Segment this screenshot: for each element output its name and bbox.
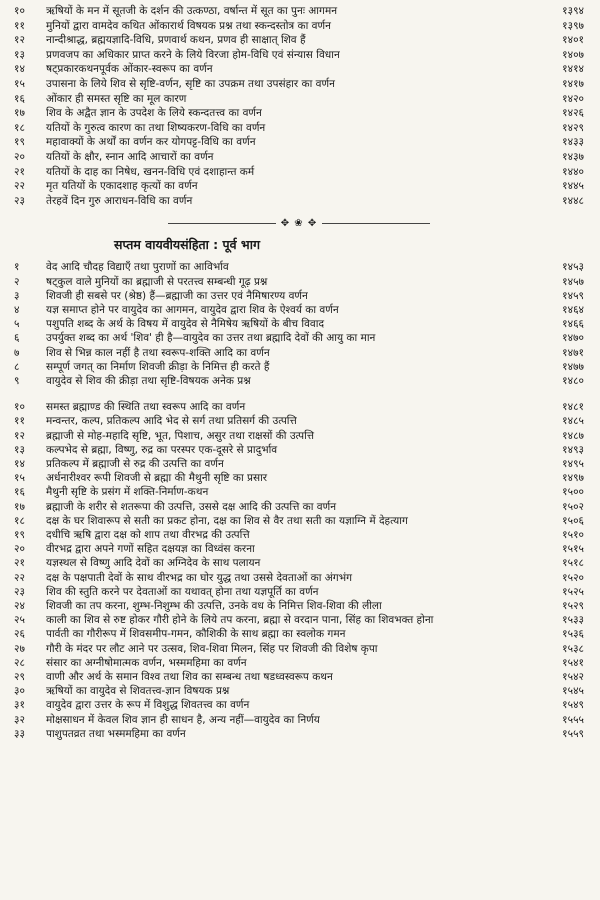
divider-line-right bbox=[322, 223, 430, 224]
entry-number: ३ bbox=[14, 289, 20, 302]
toc-entry bbox=[14, 289, 584, 303]
entry-number: २६ bbox=[14, 628, 25, 641]
entry-number: १८ bbox=[14, 514, 25, 527]
section-divider bbox=[14, 212, 584, 234]
entry-number: १४ bbox=[14, 457, 25, 470]
entry-title: समस्त ब्रह्माण्ड की स्थिति तथा स्वरूप आदि का वर्णन bbox=[46, 401, 246, 414]
entry-title: मन्वन्तर, कल्प, प्रतिकल्प आदि भेद से सर्ग तथा प्रतिसर्ग की उत्पत्ति bbox=[46, 415, 297, 428]
toc-entry bbox=[14, 556, 584, 570]
entry-title: उपर्युक्त शब्द का अर्थ 'शिव' ही है—वायुदेव का उत्तर तथा ब्रह्मादि देवों की आयु का मान bbox=[46, 332, 376, 345]
divider-line-left bbox=[168, 223, 276, 224]
entry-number: २३ bbox=[14, 194, 25, 207]
entry-page-number: १४९५ bbox=[562, 457, 584, 470]
toc-entry bbox=[14, 33, 584, 48]
entry-title: यज्ञस्थल से विष्णु आदि देवों का अग्निदेव के साथ पलायन bbox=[46, 557, 261, 570]
entry-number: १७ bbox=[14, 107, 25, 120]
entry-title: षट्प्रकारकथनपूर्वक ओंकार-स्वरूप का वर्णन bbox=[46, 63, 213, 76]
entry-title: शिवजी का तप करना, शुम्भ-निशुम्भ की उत्पत्ति, उनके वध के निमित्त शिव-शिवा की लीला bbox=[46, 599, 382, 612]
toc-entry bbox=[14, 613, 584, 627]
entry-title: ब्रह्माजी से मोह-महादि सृष्टि, भूत, पिशाच, असुर तथा राक्षसों की उत्पत्ति bbox=[46, 429, 315, 442]
entry-title: शिव से भिन्न काल नहीं है तथा स्वरूप-शक्ति आदि का वर्णन bbox=[46, 346, 270, 359]
entry-title: संसार का अग्नीषोमात्मक वर्णन, भस्ममहिमा का वर्णन bbox=[46, 656, 247, 669]
entry-page-number: १४७० bbox=[562, 332, 584, 345]
toc-entry bbox=[14, 698, 584, 712]
toc-entry bbox=[14, 471, 584, 485]
entry-page-number: १४८१ bbox=[562, 401, 584, 414]
entry-number: ३२ bbox=[14, 713, 25, 726]
toc-entry bbox=[14, 542, 584, 556]
entry-page-number: १५०२ bbox=[562, 500, 584, 513]
entry-number: २१ bbox=[14, 165, 25, 178]
toc-entry bbox=[14, 585, 584, 599]
entry-page-number: १३९७ bbox=[562, 19, 584, 32]
toc-entry bbox=[14, 528, 584, 542]
toc-entry bbox=[14, 92, 584, 107]
entry-number: १४ bbox=[14, 63, 25, 76]
entry-page-number: १४७१ bbox=[562, 346, 584, 359]
entry-title: सम्पूर्ण जगत् का निर्माण शिवजी क्रीड़ा के निमित्त ही करते हैं bbox=[46, 360, 270, 373]
toc-entry bbox=[14, 165, 584, 180]
entry-page-number: १५२९ bbox=[562, 599, 584, 612]
toc-entry bbox=[14, 514, 584, 528]
toc-entry bbox=[14, 317, 584, 331]
entry-title: दधीचि ऋषि द्वारा दक्ष को शाप तथा वीरभद्र की उत्पत्ति bbox=[46, 528, 250, 541]
entry-title: प्रणवजप का अधिकार प्राप्त करने के लिये विरजा होम-विधि एवं संन्यास विधान bbox=[46, 48, 340, 61]
entry-page-number: १४३७ bbox=[562, 150, 584, 163]
toc-entry bbox=[14, 48, 584, 63]
entry-number: २५ bbox=[14, 614, 25, 627]
entry-title: यतियों के क्षौर, स्नान आदि आचारों का वर्णन bbox=[46, 150, 214, 163]
entry-title: मोक्षसाधन में केवल शिव ज्ञान ही साधन है, अन्य नहीं—वायुदेव का निर्णय bbox=[46, 713, 320, 726]
entry-number: १ bbox=[14, 261, 20, 274]
toc-entry bbox=[14, 77, 584, 92]
entry-page-number: १४५९ bbox=[562, 289, 584, 302]
entry-page-number: १४६६ bbox=[562, 318, 584, 331]
toc-entry bbox=[14, 571, 584, 585]
toc-entry bbox=[14, 485, 584, 499]
entry-title: पार्वती का गौरीरूप में शिवसमीप-गमन, कौशिकी के साथ ब्रह्मा का स्वलोक गमन bbox=[46, 628, 346, 641]
entry-title: नान्दीश्राद्ध, ब्रह्मयज्ञादि-विधि, प्रणवार्थ कथन, प्रणव ही साक्षात् शिव हैं bbox=[46, 34, 306, 47]
toc-entry bbox=[14, 194, 584, 209]
entry-number: ११ bbox=[14, 415, 25, 428]
toc-entry bbox=[14, 727, 584, 741]
toc-entry bbox=[14, 150, 584, 165]
toc-entry bbox=[14, 360, 584, 374]
toc-entry bbox=[14, 500, 584, 514]
entry-title: मैथुनी सृष्टि के प्रसंग में शक्ति-निर्माण-कथन bbox=[46, 486, 209, 499]
toc-entry bbox=[14, 429, 584, 443]
entry-number: १२ bbox=[14, 429, 25, 442]
toc-entry bbox=[14, 656, 584, 670]
entry-title: उपासना के लिये शिव से सृष्टि-वर्णन, सृष्टि का उपक्रम तथा उपसंहार का वर्णन bbox=[46, 77, 335, 90]
contents-section-2 bbox=[14, 260, 584, 741]
entry-page-number: १५१८ bbox=[562, 557, 584, 570]
entry-number: ३१ bbox=[14, 699, 25, 712]
entry-page-number: १४४८ bbox=[562, 194, 584, 207]
entry-number: १५ bbox=[14, 77, 25, 90]
entry-title: मृत यतियों के एकादशाह कृत्यों का वर्णन bbox=[46, 180, 198, 193]
toc-entry bbox=[14, 179, 584, 194]
entry-title: पशुपति शब्द के अर्थ के विषय में वायुदेव से नैमिषेय ऋषियों के बीच विवाद bbox=[46, 318, 325, 331]
toc-entry bbox=[14, 260, 584, 274]
entry-title: शिव के अद्वैत ज्ञान के उपदेश के लिये स्कन्दतत्त्व का वर्णन bbox=[46, 107, 262, 120]
entry-page-number: १४४० bbox=[562, 165, 584, 178]
entry-title: दक्ष के पक्षपाती देवों के साथ वीरभद्र का घोर युद्ध तथा उससे देवताओं का अंगभंग bbox=[46, 571, 353, 584]
entry-title: कल्पभेद से ब्रह्मा, विष्णु, रुद्र का परस्पर एक-दूसरे से प्रादुर्भाव bbox=[46, 443, 278, 456]
entry-page-number: १४७७ bbox=[562, 360, 584, 373]
entry-title: ब्रह्माजी के शरीर से शतरूपा की उत्पत्ति, उससे दक्ष आदि की उत्पत्ति का वर्णन bbox=[46, 500, 337, 513]
entry-number: १२ bbox=[14, 34, 25, 47]
entry-title: वायुदेव द्वारा उत्तर के रूप में विशुद्ध शिवतत्त्व का वर्णन bbox=[46, 699, 250, 712]
toc-entry bbox=[14, 303, 584, 317]
entry-number: २३ bbox=[14, 585, 25, 598]
toc-entry bbox=[14, 627, 584, 641]
entry-number: ५ bbox=[14, 318, 20, 331]
entry-title: वीरभद्र द्वारा अपने गणों सहित दक्षयज्ञ का विध्वंस करना bbox=[46, 543, 255, 556]
entry-number: ३० bbox=[14, 685, 25, 698]
entry-page-number: १४१७ bbox=[562, 77, 584, 90]
entry-title: शिवजी ही सबसे पर (श्रेष्ठ) हैं—ब्रह्माजी का उत्तर एवं नैमिषारण्य वर्णन bbox=[46, 289, 308, 302]
entry-title: यतियों के दाह का निषेध, खनन-विधि एवं दशाहान्त कर्म bbox=[46, 165, 255, 178]
entry-page-number: १४८५ bbox=[562, 415, 584, 428]
entry-number: ३३ bbox=[14, 727, 25, 740]
entry-number: ४ bbox=[14, 303, 20, 316]
entry-title: पाशुपतव्रत तथा भस्ममहिमा का वर्णन bbox=[46, 727, 186, 740]
entry-title: मुनियों द्वारा वामदेव कथित ओंकारार्थ विषयक प्रश्न तथा स्कन्दस्तोत्र का वर्णन bbox=[46, 19, 331, 32]
entry-page-number: १४८७ bbox=[562, 429, 584, 442]
entry-number: ८ bbox=[14, 360, 20, 373]
toc-entry bbox=[14, 642, 584, 656]
entry-number: २२ bbox=[14, 180, 25, 193]
entry-page-number: १४८० bbox=[562, 374, 584, 387]
entry-title: दक्ष के घर शिवारूप से सती का प्रकट होना, दक्ष का शिव से वैर तथा सती का यज्ञाग्नि में देहत्याग bbox=[46, 514, 408, 527]
entry-title: प्रतिकल्प में ब्रह्माजी से रुद्र की उत्पत्ति का वर्णन bbox=[46, 457, 224, 470]
entry-number: २८ bbox=[14, 656, 25, 669]
entry-title: यतियों के गुरुत्व कारण का तथा शिष्यकरण-विधि का वर्णन bbox=[46, 121, 266, 134]
entry-page-number: १५२५ bbox=[562, 585, 584, 598]
entry-number: ७ bbox=[14, 346, 20, 359]
entry-title: यज्ञ समाप्त होने पर वायुदेव का आगमन, वायुदेव द्वारा शिव के ऐश्वर्य का वर्णन bbox=[46, 303, 339, 316]
entry-title: वायुदेव से शिव की क्रीड़ा तथा सृष्टि-विषयक अनेक प्रश्न bbox=[46, 374, 251, 387]
toc-entry bbox=[14, 62, 584, 77]
toc-entry bbox=[14, 443, 584, 457]
entry-page-number: १५४५ bbox=[562, 685, 584, 698]
toc-entry bbox=[14, 331, 584, 345]
toc-entry bbox=[14, 135, 584, 150]
entry-page-number: १४२६ bbox=[562, 107, 584, 120]
entry-title: शिव की स्तुति करने पर देवताओं का यथावत् होना तथा यज्ञपूर्ति का वर्णन bbox=[46, 585, 319, 598]
entry-number: २१ bbox=[14, 557, 25, 570]
section-heading: सप्तम वायवीयसंहिता : पूर्व भाग bbox=[114, 237, 260, 253]
entry-page-number: १४०१ bbox=[562, 34, 584, 47]
entry-number: १० bbox=[14, 5, 25, 17]
entry-number: १६ bbox=[14, 92, 25, 105]
entry-page-number: १४२० bbox=[562, 92, 584, 105]
entry-page-number: १४५७ bbox=[562, 275, 584, 288]
toc-entry bbox=[14, 670, 584, 684]
entry-page-number: १४६४ bbox=[562, 303, 584, 316]
toc-entry bbox=[14, 346, 584, 360]
entry-title: काली का शिव से रुष्ट होकर गौरी होने के लिये तप करना, ब्रह्मा से वरदान पाना, सिंह का शिवभक्त होना bbox=[46, 614, 434, 627]
entry-page-number: १४९३ bbox=[562, 443, 584, 456]
entry-page-number: १५३८ bbox=[562, 642, 584, 655]
entry-title: षट्कुल वाले मुनियों का ब्रह्माजी से परतत्त्व सम्बन्धी गूढ़ प्रश्न bbox=[46, 275, 268, 288]
entry-number: २० bbox=[14, 543, 25, 556]
divider-ornament: ✥ ❀ ✥ bbox=[280, 217, 318, 229]
entry-number: ११ bbox=[14, 19, 25, 32]
entry-page-number: १४५३ bbox=[562, 261, 584, 274]
toc-entry bbox=[14, 275, 584, 289]
toc-entry bbox=[14, 414, 584, 428]
entry-title: ऋषियों का वायुदेव से शिवतत्त्व-ज्ञान विषयक प्रश्न bbox=[46, 685, 230, 698]
entry-page-number: १५१५ bbox=[562, 543, 584, 556]
entry-number: १९ bbox=[14, 528, 25, 541]
entry-title: ओंकार ही समस्त सृष्टि का मूल कारण bbox=[46, 92, 187, 105]
toc-entry bbox=[14, 713, 584, 727]
entry-page-number: १५४२ bbox=[562, 671, 584, 683]
toc-entry bbox=[14, 4, 584, 19]
entry-number: १३ bbox=[14, 48, 25, 61]
entry-number: २४ bbox=[14, 599, 25, 612]
entry-title: ऋषियों के मन में सूतजी के दर्शन की उत्कण्ठा, वर्षान्त में सूत का पुनः आगमन bbox=[46, 5, 338, 17]
toc-entry bbox=[14, 599, 584, 613]
entry-page-number: १५१० bbox=[562, 528, 584, 541]
toc-entry bbox=[14, 19, 584, 34]
entry-number: १८ bbox=[14, 121, 25, 134]
toc-entry bbox=[14, 684, 584, 698]
entry-page-number: १५४१ bbox=[562, 656, 584, 669]
entry-page-number: १४४५ bbox=[562, 180, 584, 193]
entry-number: १० bbox=[14, 401, 25, 414]
entry-page-number: १४१४ bbox=[562, 63, 584, 76]
entry-number: १९ bbox=[14, 136, 25, 149]
toc-entry bbox=[14, 106, 584, 121]
entry-page-number: १५२० bbox=[562, 571, 584, 584]
entry-page-number: १४२९ bbox=[562, 121, 584, 134]
entry-number: २७ bbox=[14, 642, 25, 655]
entry-number: १५ bbox=[14, 472, 25, 485]
entry-number: १३ bbox=[14, 443, 25, 456]
entry-page-number: १५३६ bbox=[562, 628, 584, 641]
entry-number: १६ bbox=[14, 486, 25, 499]
entry-page-number: १५०६ bbox=[562, 514, 584, 527]
entry-title: वेद आदि चौदह विद्याएँ तथा पुराणों का आविर्भाव bbox=[46, 261, 229, 274]
toc-entry bbox=[14, 374, 584, 388]
entry-number: २ bbox=[14, 275, 20, 288]
toc-entry bbox=[14, 121, 584, 136]
entry-page-number: १५५९ bbox=[562, 727, 584, 740]
contents-section-1 bbox=[14, 4, 584, 208]
entry-page-number: १३९४ bbox=[562, 5, 584, 17]
entry-page-number: १४०७ bbox=[562, 48, 584, 61]
toc-entry bbox=[14, 457, 584, 471]
entry-page-number: १५५५ bbox=[562, 713, 584, 726]
entry-title: अर्धनारीश्वर रूपी शिवजी से ब्रह्मा की मैथुनी सृष्टि का प्रसार bbox=[46, 472, 268, 485]
entry-title: गौरी के मंदर पर लौट आने पर उत्सव, शिव-शिवा मिलन, सिंह पर शिवजी की विशेष कृपा bbox=[46, 642, 378, 655]
entry-title: वाणी और अर्थ के समान विश्व तथा शिव का सम्बन्ध तथा षडध्वस्वरूप कथन bbox=[46, 671, 333, 683]
entry-title: तेरहवें दिन गुरु आराधन-विधि का वर्णन bbox=[46, 194, 193, 207]
entry-page-number: १५३३ bbox=[562, 614, 584, 627]
entry-number: १७ bbox=[14, 500, 25, 513]
entry-number: २९ bbox=[14, 671, 25, 683]
entry-page-number: १५४९ bbox=[562, 699, 584, 712]
entry-page-number: १५०० bbox=[562, 486, 584, 499]
entry-number: २२ bbox=[14, 571, 25, 584]
toc-entry bbox=[14, 400, 584, 414]
entry-number: ९ bbox=[14, 374, 20, 387]
entry-page-number: १४३३ bbox=[562, 136, 584, 149]
entry-number: ६ bbox=[14, 332, 20, 345]
entry-page-number: १४९७ bbox=[562, 472, 584, 485]
entry-title: महावाक्यों के अर्थों का वर्णन कर योगपट्ट-विधि का वर्णन bbox=[46, 136, 256, 149]
entry-number: २० bbox=[14, 150, 25, 163]
